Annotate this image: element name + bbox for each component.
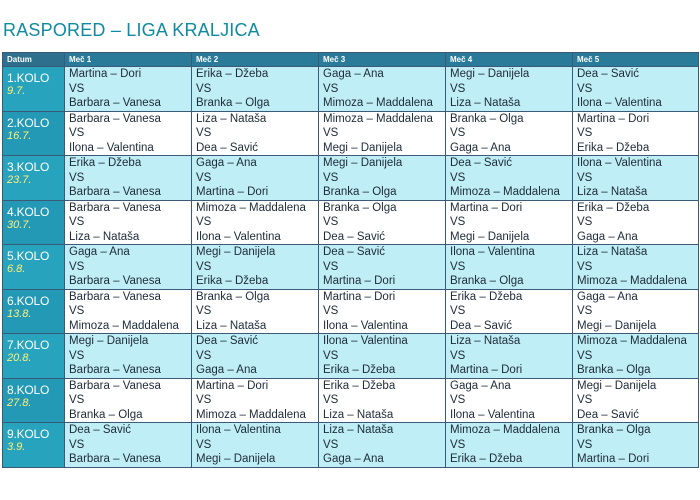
- match-cell: [192, 111, 319, 156]
- match-cell: [65, 378, 192, 423]
- away-pair: Dea – Savić: [196, 141, 259, 154]
- vs-label: VS: [577, 305, 593, 317]
- vs-label: VS: [69, 438, 85, 451]
- home-pair: Martina – Dori: [69, 68, 142, 80]
- match-cell: [573, 245, 699, 290]
- round-label: 7.KOLO: [7, 338, 50, 352]
- vs-label: VS: [323, 216, 339, 228]
- away-pair: Mimoza – Maddalena: [69, 319, 179, 332]
- home-pair: Martina – Dori: [577, 112, 650, 125]
- vs-label: VS: [323, 349, 339, 362]
- away-pair: Erika – Džeba: [323, 364, 396, 376]
- round-date: 30.7.: [7, 218, 32, 231]
- vs-label: VS: [323, 82, 339, 95]
- home-pair: Liza – Nataša: [577, 246, 648, 258]
- vs-label: VS: [577, 127, 593, 139]
- match-cell: [573, 111, 699, 156]
- round-label: 5.KOLO: [7, 249, 50, 263]
- vs-label: VS: [69, 82, 85, 95]
- vs-label: VS: [323, 127, 339, 139]
- home-pair: Gaga – Ana: [323, 68, 384, 80]
- match-cell: [446, 200, 573, 245]
- away-pair: Barbara – Vanesa: [69, 97, 161, 109]
- home-pair: Megi – Danijela: [196, 246, 276, 258]
- round-label: 3.KOLO: [7, 160, 50, 174]
- away-pair: Branka – Olga: [196, 97, 270, 109]
- vs-label: VS: [450, 82, 466, 95]
- away-pair: Megi – Danijela: [196, 453, 276, 465]
- vs-label: VS: [69, 394, 85, 406]
- home-pair: Erika – Džeba: [577, 201, 650, 214]
- round-label: 2.KOLO: [7, 115, 50, 130]
- home-pair: Martina – Dori: [196, 379, 269, 392]
- home-pair: Gaga – Ana: [69, 246, 130, 258]
- home-pair: Branka – Olga: [196, 290, 270, 303]
- home-pair: Dea – Savić: [450, 157, 513, 169]
- away-pair: Gaga – Ana: [577, 230, 638, 243]
- away-pair: Mimoza – Maddalena: [450, 186, 560, 198]
- vs-label: VS: [450, 349, 466, 362]
- vs-label: VS: [450, 438, 466, 451]
- match-cell: [65, 156, 192, 201]
- away-pair: Megi – Danijela: [577, 319, 657, 332]
- away-pair: Liza – Nataša: [323, 408, 394, 421]
- vs-label: VS: [196, 260, 212, 273]
- away-pair: Megi – Danijela: [323, 141, 403, 154]
- away-pair: Liza – Nataša: [450, 97, 521, 109]
- match-cell: [319, 423, 446, 468]
- match-cell: [446, 289, 573, 334]
- round-date: 16.7.: [7, 129, 32, 142]
- round-date: 6.8.: [7, 263, 26, 275]
- home-pair: Dea – Savić: [196, 335, 259, 347]
- vs-label: VS: [323, 394, 339, 406]
- vs-label: VS: [196, 305, 212, 317]
- vs-label: VS: [69, 127, 85, 139]
- vs-label: VS: [450, 127, 466, 139]
- header-match-3: Meč 3: [319, 53, 446, 67]
- match-cell: [65, 111, 192, 156]
- away-pair: Mimoza – Maddalena: [577, 275, 687, 287]
- match-cell: [319, 200, 446, 245]
- round-date: 9.7.: [7, 85, 26, 97]
- round-date: 3.9.: [7, 441, 26, 453]
- match-cell: [65, 200, 192, 245]
- match-cell: [446, 156, 573, 201]
- vs-label: VS: [577, 260, 593, 273]
- round-cell: [3, 200, 65, 245]
- home-pair: Mimoza – Maddalena: [577, 335, 687, 347]
- vs-label: VS: [323, 438, 339, 451]
- vs-label: VS: [196, 438, 212, 451]
- vs-label: VS: [450, 171, 466, 184]
- away-pair: Martina – Dori: [450, 364, 523, 376]
- away-pair: Gaga – Ana: [323, 453, 384, 465]
- home-pair: Erika – Džeba: [196, 68, 269, 80]
- vs-label: VS: [196, 349, 212, 362]
- match-cell: [192, 245, 319, 290]
- match-cell: [319, 334, 446, 379]
- home-pair: Barbara – Vanesa: [69, 112, 161, 125]
- match-cell: [319, 378, 446, 423]
- match-cell: [319, 111, 446, 156]
- round-row: [3, 378, 699, 423]
- match-cell: [192, 334, 319, 379]
- away-pair: Dea – Savić: [577, 408, 640, 421]
- away-pair: Martina – Dori: [577, 453, 650, 465]
- match-cell: [192, 289, 319, 334]
- match-cell: [65, 334, 192, 379]
- away-pair: Barbara – Vanesa: [69, 453, 161, 465]
- round-cell: [3, 334, 65, 379]
- header-datum: Datum: [3, 53, 65, 67]
- round-cell: [3, 423, 65, 468]
- home-pair: Liza – Nataša: [450, 335, 521, 347]
- away-pair: Liza – Nataša: [69, 230, 140, 243]
- match-cell: [573, 200, 699, 245]
- vs-label: VS: [577, 82, 593, 95]
- round-row: [3, 111, 699, 156]
- schedule-body: [3, 67, 699, 468]
- vs-label: VS: [577, 171, 593, 184]
- home-pair: Megi – Danijela: [450, 68, 530, 80]
- home-pair: Megi – Danijela: [577, 379, 657, 392]
- home-pair: Gaga – Ana: [577, 290, 638, 303]
- home-pair: Erika – Džeba: [450, 290, 523, 303]
- vs-label: VS: [323, 260, 339, 273]
- away-pair: Martina – Dori: [323, 275, 396, 287]
- round-date: 27.8.: [7, 396, 32, 409]
- home-pair: Mimoza – Maddalena: [323, 112, 433, 125]
- away-pair: Ilona – Valentina: [69, 141, 154, 154]
- away-pair: Ilona – Valentina: [196, 230, 281, 243]
- match-cell: [573, 289, 699, 334]
- away-pair: Barbara – Vanesa: [69, 186, 161, 198]
- home-pair: Branka – Olga: [323, 201, 397, 214]
- home-pair: Ilona – Valentina: [450, 246, 535, 258]
- vs-label: VS: [450, 260, 466, 273]
- away-pair: Erika – Džeba: [577, 141, 650, 154]
- vs-label: VS: [69, 305, 85, 317]
- away-pair: Megi – Danijela: [450, 230, 530, 243]
- home-pair: Branka – Olga: [577, 424, 651, 436]
- round-cell: [3, 289, 65, 334]
- round-row: [3, 334, 699, 379]
- home-pair: Liza – Nataša: [196, 112, 267, 125]
- round-cell: [3, 156, 65, 201]
- vs-label: VS: [577, 394, 593, 406]
- round-cell: [3, 67, 65, 112]
- vs-label: VS: [577, 349, 593, 362]
- vs-label: VS: [450, 305, 466, 317]
- schedule-table: [2, 52, 699, 468]
- away-pair: Martina – Dori: [196, 186, 269, 198]
- round-cell: [3, 111, 65, 156]
- away-pair: Barbara – Vanesa: [69, 275, 161, 287]
- home-pair: Dea – Savić: [323, 246, 386, 258]
- match-cell: [446, 334, 573, 379]
- away-pair: Branka – Olga: [323, 186, 397, 198]
- header-match-1: Meč 1: [65, 53, 192, 67]
- match-cell: [446, 67, 573, 112]
- vs-label: VS: [69, 260, 85, 273]
- match-cell: [319, 67, 446, 112]
- vs-label: VS: [69, 349, 85, 362]
- match-cell: [573, 334, 699, 379]
- home-pair: Branka – Olga: [450, 112, 524, 125]
- round-label: 8.KOLO: [7, 382, 50, 397]
- match-cell: [192, 67, 319, 112]
- vs-label: VS: [196, 216, 212, 228]
- match-cell: [192, 423, 319, 468]
- away-pair: Mimoza – Maddalena: [323, 97, 433, 109]
- vs-label: VS: [450, 216, 466, 228]
- round-cell: [3, 378, 65, 423]
- home-pair: Barbara – Vanesa: [69, 290, 161, 303]
- home-pair: Dea – Savić: [577, 68, 640, 80]
- round-label: 6.KOLO: [7, 293, 50, 308]
- home-pair: Ilona – Valentina: [577, 157, 662, 169]
- match-cell: [65, 245, 192, 290]
- home-pair: Gaga – Ana: [450, 379, 511, 392]
- match-cell: [192, 378, 319, 423]
- home-pair: Mimoza – Maddalena: [196, 201, 306, 214]
- match-cell: [192, 156, 319, 201]
- home-pair: Erika – Džeba: [323, 379, 396, 392]
- round-label: 1.KOLO: [7, 71, 50, 85]
- match-cell: [573, 378, 699, 423]
- vs-label: VS: [450, 394, 466, 406]
- vs-label: VS: [577, 216, 593, 228]
- away-pair: Dea – Savić: [323, 230, 386, 243]
- away-pair: Erika – Džeba: [450, 453, 523, 465]
- match-cell: [446, 245, 573, 290]
- home-pair: Ilona – Valentina: [196, 424, 281, 436]
- home-pair: Barbara – Vanesa: [69, 201, 161, 214]
- vs-label: VS: [69, 171, 85, 184]
- match-cell: [446, 111, 573, 156]
- round-row: [3, 156, 699, 201]
- match-cell: [65, 289, 192, 334]
- home-pair: Megi – Danijela: [69, 335, 149, 347]
- away-pair: Branka – Olga: [450, 275, 524, 287]
- home-pair: Megi – Danijela: [323, 157, 403, 169]
- vs-label: VS: [69, 216, 85, 228]
- page-title: RASPORED – LIGA KRALJICA: [3, 20, 260, 40]
- away-pair: Dea – Savić: [450, 319, 513, 332]
- round-label: 4.KOLO: [7, 204, 50, 219]
- away-pair: Branka – Olga: [69, 408, 143, 421]
- round-date: 23.7.: [7, 174, 32, 186]
- round-row: [3, 67, 699, 112]
- away-pair: Mimoza – Maddalena: [196, 408, 306, 421]
- vs-label: VS: [196, 82, 212, 95]
- round-row: [3, 423, 699, 468]
- match-cell: [446, 378, 573, 423]
- match-cell: [573, 67, 699, 112]
- home-pair: Martina – Dori: [450, 201, 523, 214]
- away-pair: Liza – Nataša: [196, 319, 267, 332]
- home-pair: Liza – Nataša: [323, 424, 394, 436]
- match-cell: [319, 245, 446, 290]
- home-pair: Mimoza – Maddalena: [450, 424, 560, 436]
- match-cell: [319, 289, 446, 334]
- round-row: [3, 200, 699, 245]
- header-match-2: Meč 2: [192, 53, 319, 67]
- away-pair: Branka – Olga: [577, 364, 651, 376]
- home-pair: Barbara – Vanesa: [69, 379, 161, 392]
- round-date: 13.8.: [7, 307, 32, 320]
- round-date: 20.8.: [7, 352, 32, 364]
- round-row: [3, 289, 699, 334]
- round-label: 9.KOLO: [7, 427, 50, 441]
- away-pair: Ilona – Valentina: [323, 319, 408, 332]
- away-pair: Erika – Džeba: [196, 275, 269, 287]
- away-pair: Ilona – Valentina: [450, 408, 535, 421]
- header-match-5: Meč 5: [573, 53, 699, 67]
- match-cell: [573, 156, 699, 201]
- header-row: [3, 53, 699, 67]
- home-pair: Martina – Dori: [323, 290, 396, 303]
- match-cell: [319, 156, 446, 201]
- away-pair: Barbara – Vanesa: [69, 364, 161, 376]
- match-cell: [65, 67, 192, 112]
- home-pair: Dea – Savić: [69, 424, 132, 436]
- match-cell: [446, 423, 573, 468]
- vs-label: VS: [196, 127, 212, 139]
- away-pair: Gaga – Ana: [450, 141, 511, 154]
- home-pair: Gaga – Ana: [196, 157, 257, 169]
- home-pair: Erika – Džeba: [69, 157, 142, 169]
- away-pair: Liza – Nataša: [577, 186, 648, 198]
- vs-label: VS: [577, 438, 593, 451]
- away-pair: Gaga – Ana: [196, 364, 257, 376]
- away-pair: Ilona – Valentina: [577, 97, 662, 109]
- header-match-4: Meč 4: [446, 53, 573, 67]
- round-cell: [3, 245, 65, 290]
- vs-label: VS: [196, 171, 212, 184]
- match-cell: [65, 423, 192, 468]
- vs-label: VS: [196, 394, 212, 406]
- home-pair: Ilona – Valentina: [323, 335, 408, 347]
- vs-label: VS: [323, 305, 339, 317]
- match-cell: [573, 423, 699, 468]
- vs-label: VS: [323, 171, 339, 184]
- round-row: [3, 245, 699, 290]
- match-cell: [192, 200, 319, 245]
